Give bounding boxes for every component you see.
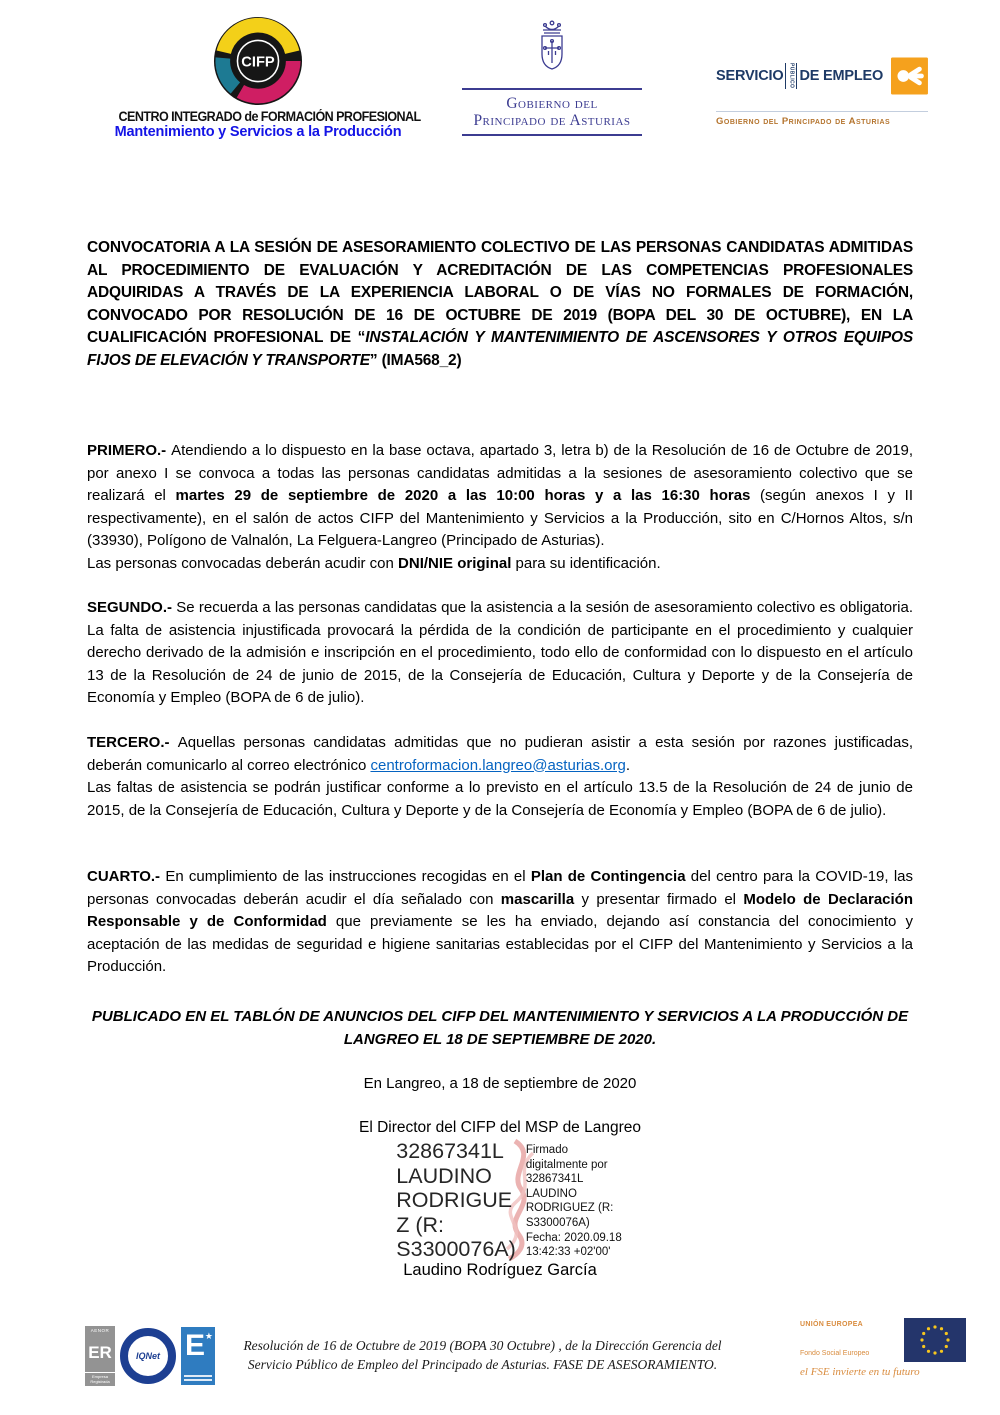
sepe-logo-block (716, 50, 928, 127)
section-cuarto (87, 866, 913, 979)
sig-big-line: S3300076A) (396, 1237, 516, 1261)
text-segment: . (625, 756, 631, 774)
sig-small-line: S3300076A) (525, 1216, 590, 1229)
certification-logos (85, 1326, 215, 1386)
email-link[interactable]: centroformacion.langreo@asturias.org (370, 756, 626, 774)
iqnet-logo (120, 1328, 176, 1384)
asturias-bottom-rule (462, 134, 642, 136)
text-segment: Atendiendo a lo dispuesto en la base octava, apartado 3, letra b) de la Resolución de 16 de Octubre de 2019, por anexo I se convoca a todas las personas candidatas admitidas a la sesiones de asesoramiento colectivo que se realizará el (87, 442, 913, 504)
eu-funding-block (800, 1318, 966, 1378)
text-segment: SEGUNDO.- (87, 599, 177, 616)
eu-fondo-label: Fondo Social Europeo (800, 1350, 870, 1357)
sepe-word-publico: PÚBLICO (785, 63, 797, 88)
cifp-logo-icon (213, 16, 303, 106)
cifp-logo-block (108, 16, 421, 140)
asturias-line1: Gobierno del (506, 95, 598, 112)
asturias-top-rule (462, 88, 642, 90)
sig-big-line: Z (R: (396, 1212, 445, 1237)
text-segment: Aquellas personas candidatas admitidas que no pudieran asistir a esta sesión por razones justificadas, deberán comunicarlo al correo electrónico (87, 734, 913, 774)
text-segment: para su identificación. (511, 554, 661, 572)
eu-union-label: UNIÓN EUROPEA (800, 1321, 864, 1328)
cifp-subname-line: Mantenimiento y Servicios a la Producción (114, 124, 402, 140)
eu-slogan: el FSE invierte en tu futuro (800, 1366, 920, 1378)
aenor-er-logo (85, 1326, 115, 1386)
sig-small-line: 13:42:33 +02'00' (525, 1246, 611, 1259)
text-segment: y presentar firmado el (574, 890, 744, 908)
section-tercero (87, 732, 913, 844)
sig-big-line: 32867341L (396, 1139, 504, 1163)
director-line: El Director del CIFP del MSP de Langreo (358, 1118, 641, 1136)
empresa-registrada-label: Empresa Registrada (85, 1372, 115, 1384)
text-segment: Se recuerda a las personas candidatas que la asistencia a la sesión de asesoramiento colectivo es obligatoria. La falta de asistencia injustificada provocará la pérdida de la condición de participante en el procedimiento y cualquier derecho derivado de la admisión e inscripción en el procedimiento, todo ello de conformidad con lo dispuesto en el artículo 13 de la Resolución de 24 de junio de 2015, de la Consejería de Educación, Cultura y Deporte y de la Consejería de Economía y Empleo (BOPA de 6 de julio). (87, 599, 913, 706)
footer-note-line1: Resolución de 16 de Octubre de 2019 (BOPA 30 Octubre) , de la Dirección Gerencia del (243, 1338, 722, 1353)
signature-details (526, 1139, 622, 1262)
place-date-line: En Langreo, a 18 de septiembre de 2020 (363, 1075, 637, 1092)
text-segment: CUARTO.- (87, 868, 166, 885)
text-segment: En cumplimiento de las instrucciones recogidas en el (165, 868, 531, 885)
primero-paragraph-2 (87, 553, 913, 576)
primero-paragraph-1 (87, 440, 913, 553)
e-label: E (185, 1329, 206, 1362)
cifp-acronym: CIFP (241, 54, 275, 71)
document-title (87, 237, 913, 395)
sig-small-line: 32867341L (525, 1173, 584, 1186)
sig-small-line: RODRIGUEZ (R: (525, 1202, 614, 1215)
cifp-name-line: CENTRO INTEGRADO de FORMACIÓN PROFESIONAL (118, 109, 421, 124)
text-segment: TERCERO.- (87, 734, 178, 751)
e-logo-decorative-lines (184, 1373, 212, 1381)
iqnet-label: IQNet (135, 1351, 160, 1361)
asturias-line2: Principado de Asturias (473, 112, 631, 129)
footer-note-line2: Servicio Público de Empleo del Principado de Asturias. FASE DE ASESORAMIENTO. (247, 1357, 718, 1372)
star-icon: ★ (204, 1331, 213, 1341)
footer-resolution-note (225, 1336, 740, 1374)
text-segment: Modelo de Declaración Responsable y de Conformidad (87, 890, 913, 930)
asturias-logo-block (462, 14, 642, 136)
signer-name: Laudino Rodríguez García (403, 1260, 597, 1279)
tercero-paragraph-2 (87, 777, 913, 822)
sig-big-line: LAUDINO (396, 1163, 492, 1188)
sig-small-line: LAUDINO (525, 1187, 577, 1200)
sepe-divider (716, 111, 928, 112)
sepe-word-de-empleo: DE EMPLEO (799, 68, 884, 84)
text-segment: (según anexos I y II respectivamente), en el salón de actos CIFP del Mantenimiento y Servicios a la Producción, sito en C/Hornos Altos, s/n (33930), Polígono de Valnalón, La Felguera-Langreo (Principado de Asturias). (87, 487, 913, 549)
sig-big-line: RODRIGUE (396, 1188, 513, 1212)
segundo-paragraph (87, 597, 913, 710)
text-segment: PRIMERO.- (87, 442, 172, 459)
certification-e-logo (181, 1327, 215, 1385)
text-segment: del centro para la COVID-19, las personas convocadas deberán acudir el día señalado con (87, 868, 913, 908)
text-segment: ” (IMA568_2) (369, 351, 462, 369)
text-segment: que previamente se les ha enviado, dejando así constancia del conocimiento y aceptación de las medidas de seguridad e higiene sanitarias establecidas por el CIFP del Mantenimiento y Servicios a la Producción. (87, 913, 913, 975)
text-segment: Plan de Contingencia (530, 868, 686, 885)
eu-flag (904, 1318, 966, 1362)
document-body (87, 237, 913, 1298)
sepe-subtitle: Gobierno del Principado de Asturias (716, 116, 891, 127)
cuarto-paragraph (87, 866, 913, 979)
er-label: ER (88, 1342, 112, 1362)
text-segment: Las faltas de asistencia se podrán justificar conforme a lo previsto en el artículo 13.5 de la Resolución de 24 de junio de 2015, de la Consejería de Educación, Cultura y Deporte y de la Consejería de Economía y Empleo (BOPA de 6 de julio). (87, 779, 913, 819)
sig-small-line: Firmado (525, 1144, 568, 1156)
signature-cert-name (396, 1139, 516, 1262)
sepe-hand-icon (891, 50, 928, 102)
text-segment: mascarilla (500, 890, 575, 908)
section-segundo (87, 597, 913, 710)
sig-small-line: digitalmente por (525, 1158, 608, 1171)
sig-small-line: Fecha: 2020.09.18 (525, 1231, 622, 1244)
publicado-notice: PUBLICADO EN EL TABLÓN DE ANUNCIOS DEL CIFP DEL MANTENIMIENTO Y SERVICIOS A LA PRODUCCIÓN DE LANGREO EL 18 DE SEPTIEMBRE DE 2020. (91, 1008, 909, 1048)
asturias-emblem-icon (520, 14, 584, 84)
text-segment: DNI/NIE original (398, 554, 512, 572)
sepe-wordmark (716, 63, 883, 88)
aenor-label: AENOR (90, 1328, 110, 1333)
sepe-word-servicio: SERVICIO (716, 68, 784, 84)
text-segment: INSTALACIÓN Y MANTENIMIENTO DE ASCENSORES Y OTROS EQUIPOS FIJOS DE ELEVACIÓN Y TRANSPORTE (87, 329, 913, 369)
text-segment: CONVOCATORIA A LA SESIÓN DE ASESORAMIENTO COLECTIVO DE LAS PERSONAS CANDIDATAS ADMITIDAS AL PROCEDIMIENTO DE EVALUACIÓN Y ACREDITACIÓN DE LAS COMPETENCIAS PROFESIONALES ADQUIRIDAS A TRAVÉS DE LA EXPERIENCIA LABORAL O DE VÍAS NO FORMALES DE FORMACIÓN, CONVOCADO POR RESOLUCIÓN DE 16 DE OCTUBRE DE 2019 (BOPA DEL 30 DE OCTUBRE), EN LA CUALIFICACIÓN PROFESIONAL DE “ (87, 239, 913, 346)
section-primero (87, 440, 913, 575)
text-segment: Las personas convocadas deberán acudir con (87, 554, 399, 572)
text-segment: martes 29 de septiembre de 2020 a las 10:00 horas y a las 16:30 horas (175, 487, 751, 504)
digital-signature-block (105, 1139, 913, 1262)
tercero-paragraph-1 (87, 732, 913, 777)
